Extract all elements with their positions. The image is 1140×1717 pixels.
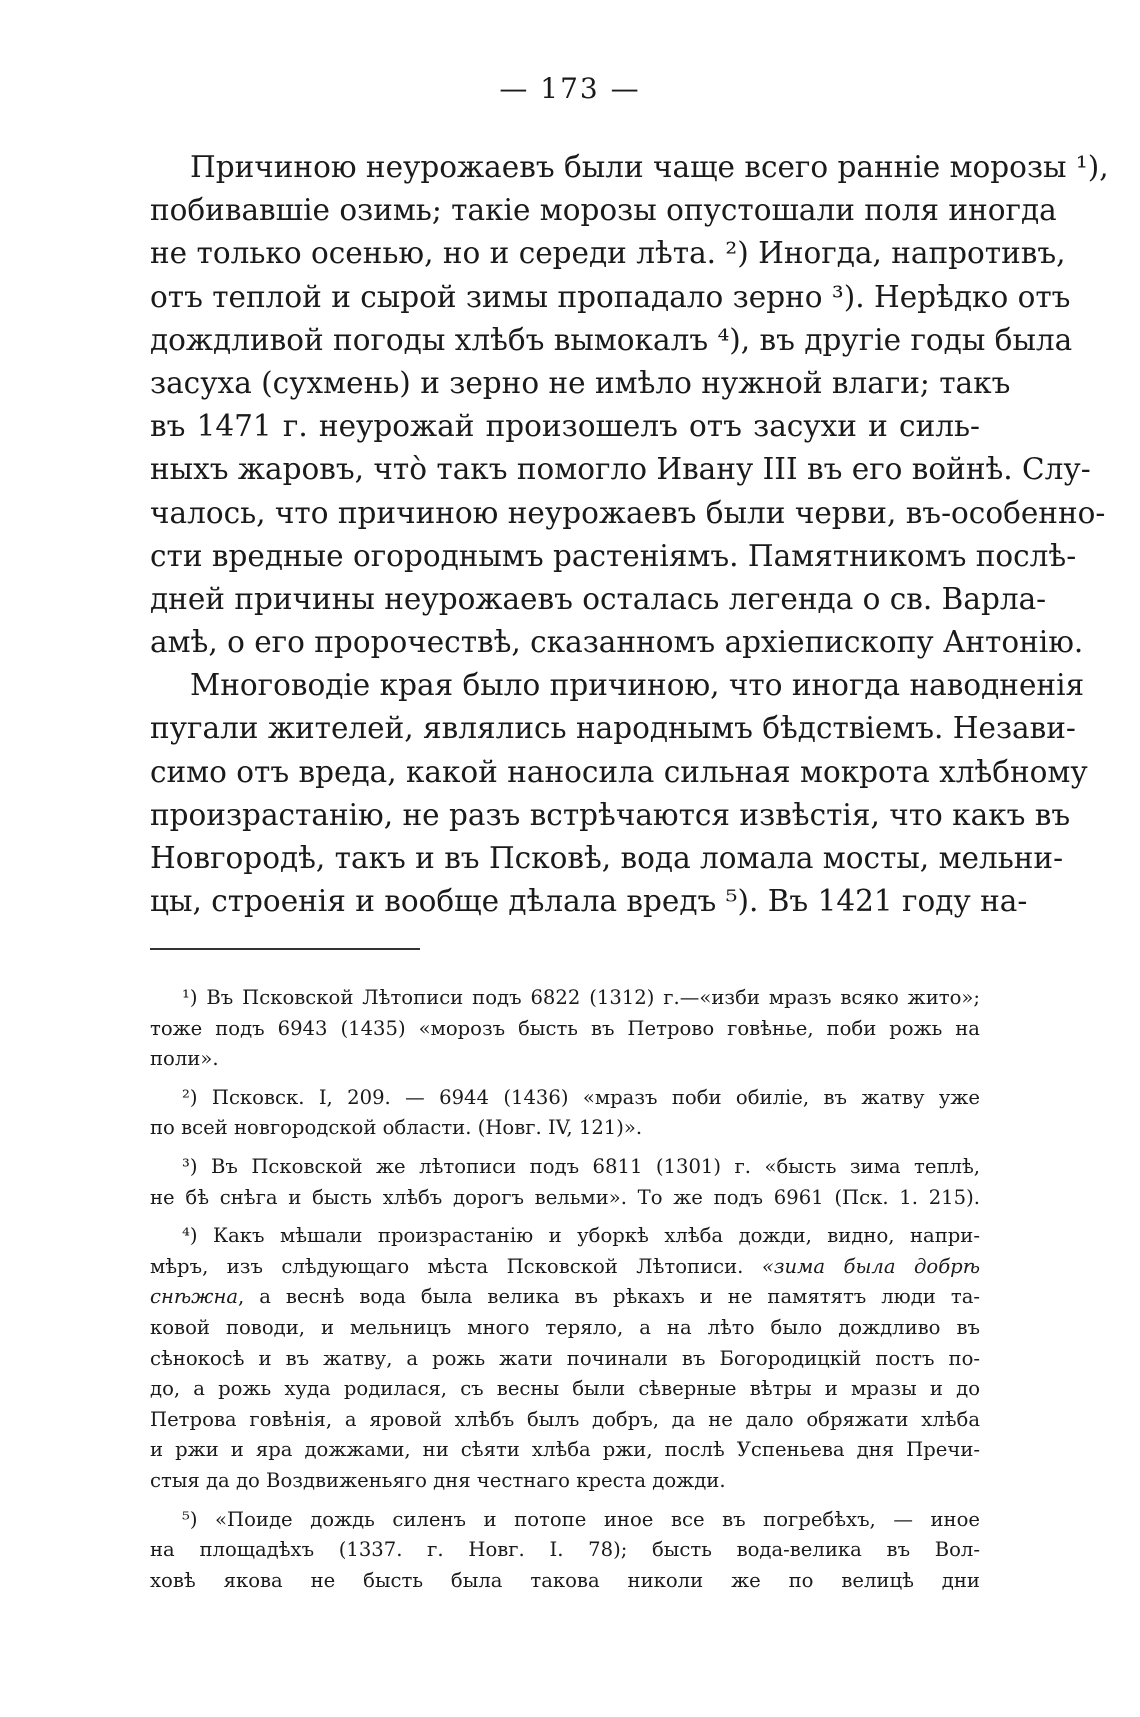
text-line: чалось, что причиною неурожаевъ были черви, въ-особенно- xyxy=(150,495,1106,530)
footnote-line: по всей новгородской области. (Новг. IV, 121)». xyxy=(150,1116,643,1140)
text-line: дней причины неурожаевъ осталась легенда о св. Варла- xyxy=(150,581,1047,616)
text-line: Многоводiе края было причиною, что иногда наводненiя xyxy=(190,668,1085,703)
text-line: Причиною неурожаевъ были чаще всего раннiе морозы ¹), xyxy=(190,150,1109,184)
page-number: — 173 — xyxy=(499,72,641,105)
text-line: цы, строенiя и вообще дѣлала вредъ ⁵). Въ 1421 году на- xyxy=(150,884,1028,919)
footnote-line: стыя да до Воздвиженьяго дня честнаго креста дожди. xyxy=(150,1468,726,1492)
footnote-line: ¹) Въ Псковской Лѣтописи подъ 6822 (1312) г.—«изби мразъ всяко жито»; xyxy=(182,986,980,1009)
footnote-line: ⁴) Какъ мѣшали произрастанiю и уборкѣ хлѣба дожди, видно, напри- xyxy=(182,1224,980,1248)
text-line: ныхъ жаровъ, что̀ такъ помогло Ивану III въ его войнѣ. Слу- xyxy=(150,452,1091,487)
text-line: отъ теплой и сырой зимы пропадало зерно ³). Нерѣдко отъ xyxy=(150,279,1071,314)
footnote-text: мѣръ, изъ слѣдующаго мѣста Псковской Лѣтописи. xyxy=(150,1254,744,1278)
footnote-line: до, а рожь худа родилася, съ весны были сѣверные вѣтры и мразы и до xyxy=(150,1377,980,1401)
footnote-line: ховѣ якова не бысть была такова николи же по велицѣ дни xyxy=(150,1568,980,1592)
text-line: Новгородѣ, такъ и въ Псковѣ, вода ломала мосты, мельни- xyxy=(150,841,1064,875)
text-line: сти вредные огороднымъ растенiямъ. Памятникомъ послѣ- xyxy=(150,538,1077,573)
text-line: симо отъ вреда, какой наносила сильная мокрота хлѣбному xyxy=(150,754,1088,789)
footnote-line: ²) Псковск. I, 209. — 6944 (1436) «мразъ поби обилiе, въ жатву уже xyxy=(182,1085,980,1109)
text-line: амѣ, о его пророчествѣ, сказанномъ архiепископу Антонiю. xyxy=(150,625,1084,660)
footnote-line xyxy=(150,1252,980,1283)
footnote-line: ковой поводи, и мельницъ много теряло, а на лѣто было дождливо въ xyxy=(150,1315,980,1339)
text-line: въ 1471 г. неурожай произошелъ отъ засухи и силь- xyxy=(150,409,980,444)
footnote-text: , а веснѣ вода была велика въ рѣкахъ и не памятятъ люди та- xyxy=(238,1285,980,1309)
footnote-quote-italic: снѣжна xyxy=(150,1285,239,1309)
text-line: побивавшiе озимь; такiе морозы опустошали поля иногда xyxy=(150,193,1057,228)
footnote-line: поли». xyxy=(150,1047,219,1071)
footnote-line: Петрова говѣнiя, а яровой хлѣбъ былъ добръ, да не дало обряжати хлѣба xyxy=(150,1407,980,1431)
footnote-line: тоже подъ 6943 (1435) «морозъ бысть въ Петрово говѣнье, поби рожь на xyxy=(150,1016,980,1040)
footnote-line: ³) Въ Псковской же лѣтописи подъ 6811 (1301) г. «бысть зима теплѣ, xyxy=(182,1154,980,1178)
footnote-separator xyxy=(150,948,420,950)
footnotes xyxy=(150,983,980,1596)
main-text xyxy=(150,146,1109,923)
text-line: дождливой погоды хлѣбъ вымокалъ ⁴), въ другiе годы была xyxy=(150,322,1073,357)
footnote-line: ⁵) «Поиде дождь силенъ и потопе иное все въ погребѣхъ, — иное xyxy=(182,1507,980,1531)
footnote-line: не бѣ снѣга и бысть хлѣбъ дорогъ вельми». То же подъ 6961 (Пск. 1. 215). xyxy=(150,1185,980,1209)
footnote-line xyxy=(150,1282,980,1313)
footnote-line: на площадѣхъ (1337. г. Новг. I. 78); бысть вода-велика въ Вол- xyxy=(150,1538,980,1562)
text-line: произрастанiю, не разъ встрѣчаются извѣстiя, что какъ въ xyxy=(150,797,1071,832)
text-line: пугали жителей, являлись народнымъ бѣдствiемъ. Незави- xyxy=(150,711,1076,746)
text-line: засуха (сухмень) и зерно не имѣло нужной влаги; такъ xyxy=(150,365,1011,400)
footnote-quote-italic: «зима была добрѣ xyxy=(761,1254,981,1278)
footnote-line: сѣнокосѣ и въ жатву, а рожь жати починали въ Богородицкiй постъ по- xyxy=(150,1346,980,1370)
footnote-line: и ржи и яра дожжами, ни сѣяти хлѣба ржи, послѣ Успеньева дня Пречи- xyxy=(150,1438,980,1462)
text-line: не только осенью, но и середи лѣта. ²) Иногда, напротивъ, xyxy=(150,236,1066,271)
